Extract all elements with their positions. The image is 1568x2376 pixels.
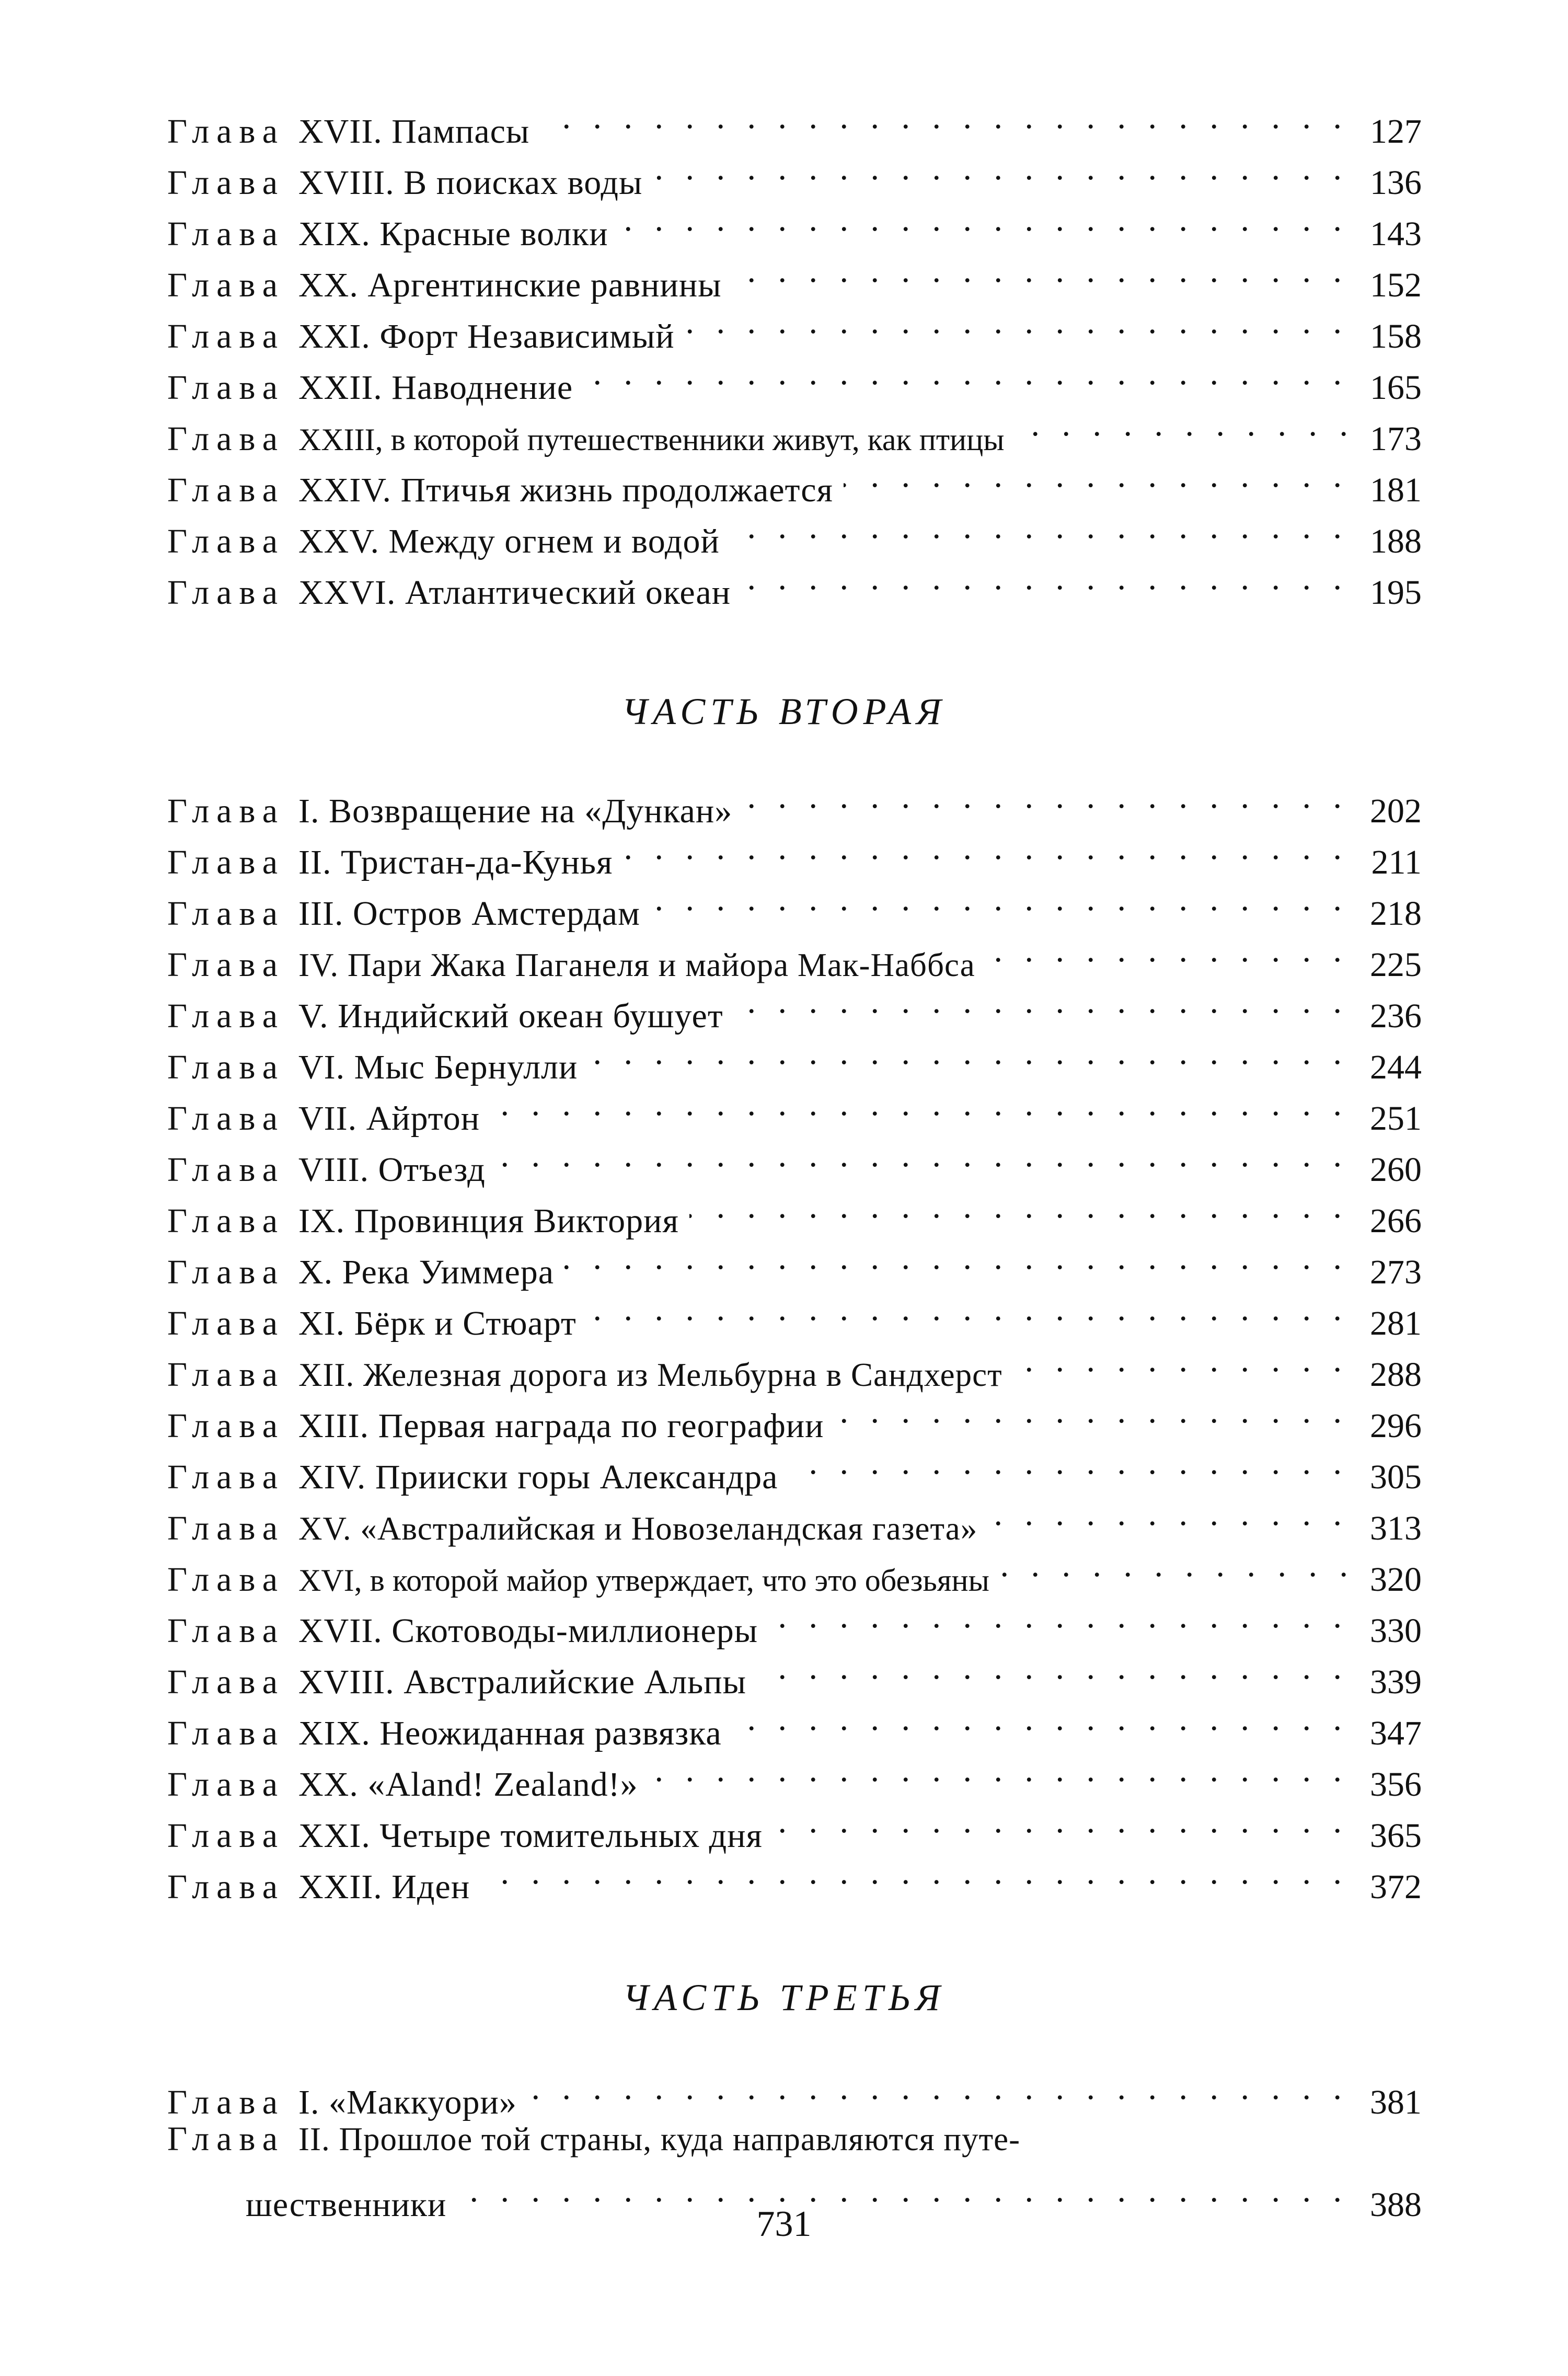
leader-dots [564,1232,1348,1283]
leader-dots [834,1386,1348,1437]
leader-dots [653,143,1348,194]
chapter-label: Глава [167,164,285,202]
page-number: 330 [1370,1612,1422,1650]
page-number: 288 [1370,1356,1422,1394]
page-number: 143 [1370,215,1422,253]
leader-dots [743,771,1348,822]
chapter-title: XVII. Пампасы [298,112,530,151]
chapter-title: XXV. Между огнем и водой [298,522,720,560]
page-number: 388 [1370,2186,1422,2224]
leader-dots [757,1642,1348,1693]
chapter-title: XXIV. Птичья жизнь продолжается [298,471,833,509]
page-number: 127 [1370,112,1422,151]
leader-dots [649,1744,1348,1796]
chapter-title: I. Возвращение на «Дункан» [298,792,733,830]
page-number: 225 [1370,946,1422,984]
leader-dots [588,1027,1348,1078]
chapter-title: XXI. Четыре томительных дня [298,1817,763,1855]
part-heading-third: ЧАСТЬ ТРЕТЬЯ [622,1977,946,2018]
leader-dots [527,2062,1348,2114]
chapter-title: XIX. Красные волки [298,215,608,253]
page-number: 260 [1370,1151,1422,1189]
chapter-title-continuation: шественники [246,2186,447,2224]
page-number: 165 [1370,369,1422,407]
chapter-label: Глава [167,894,285,933]
leader-dots [619,194,1348,245]
chapter-label: Глава [167,1202,285,1240]
leader-dots [496,1130,1348,1181]
page-number: 181 [1370,471,1422,509]
chapter-title: III. Остров Амстердам [298,894,640,933]
chapter-title: XIII. Первая награда по географии [298,1407,824,1445]
chapter-label: Глава [167,1714,285,1752]
chapter-label: Глава [167,420,285,458]
chapter-title: XVII. Скотоводы-миллионеры [298,1612,758,1650]
chapter-title: VIII. Отъезд [298,1151,486,1189]
toc-section-part-2 [167,771,1422,1906]
page-number: 381 [1370,2083,1422,2121]
leader-dots [685,296,1348,348]
leader-dots [651,874,1348,925]
chapter-title: XXII. Иден [298,1868,470,1906]
chapter-title: XII. Железная дорога из Мельбурна в Сандхерст [298,1357,1002,1393]
page-number: 251 [1370,1099,1422,1138]
chapter-title: VII. Айртон [298,1099,480,1138]
chapter-label: Глава [167,997,285,1035]
chapter-label: Глава [167,1663,285,1701]
chapter-title: XVIII. В поисках воды [298,164,643,202]
page-number: 158 [1370,317,1422,355]
chapter-label: Глава [167,2120,285,2158]
chapter-label: Глава [167,112,285,151]
chapter-label: Глава [167,317,285,355]
page-number: 244 [1370,1048,1422,1086]
page-number: 173 [1370,420,1422,458]
page-number: 320 [1370,1560,1422,1599]
chapter-label: Глава [167,573,285,612]
page-number: 136 [1370,164,1422,202]
chapter-label: Глава [167,215,285,253]
leader-dots [1013,1335,1348,1386]
page-number: 305 [1370,1458,1422,1496]
chapter-label: Глава [167,843,285,881]
chapter-title: XXVI. Атлантический океан [298,573,731,612]
chapter-title: IX. Провинция Виктория [298,1202,679,1240]
leader-dots [583,348,1348,399]
leader-dots [689,1181,1348,1232]
chapter-title: XXIII, в которой путешественники живут, как птицы [298,422,1005,457]
chapter-title: XVIII. Австралийские Альпы [298,1663,746,1701]
leader-dots [480,1847,1348,1898]
toc-entry [167,2062,1422,2121]
chapter-label: Глава [167,266,285,304]
chapter-title: X. Река Уиммера [298,1253,555,1291]
page-number: 339 [1370,1663,1422,1701]
chapter-label: Глава [167,1151,285,1189]
chapter-title: V. Индийский океан бушует [298,997,723,1035]
page-number: 347 [1370,1714,1422,1752]
page-number: 281 [1370,1304,1422,1342]
page-number: 188 [1370,522,1422,560]
leader-dots [768,1591,1348,1642]
chapter-label: Глава [167,1304,285,1342]
toc-entry [167,2114,1422,2165]
toc-entry [167,91,1422,151]
chapter-label: Глава [167,369,285,407]
chapter-label: Глава [167,946,285,984]
chapter-title: XX. «Aland! Zealand!» [298,1765,638,1804]
chapter-title: XX. Аргентинские равнины [298,266,722,304]
leader-dots [623,822,1348,874]
page-number: 202 [1370,792,1422,830]
chapter-title: IV. Пари Жака Паганеля и майора Мак-Наббса [298,947,975,983]
page-folio: 731 [756,2204,812,2244]
page-number: 273 [1370,1253,1422,1291]
chapter-label: Глава [167,471,285,509]
leader-dots [773,1796,1348,1847]
leader-dots [490,1078,1348,1130]
chapter-label: Глава [167,1817,285,1855]
chapter-title: XXII. Наводнение [298,369,573,407]
chapter-label: Глава [167,2083,285,2121]
page-number: 372 [1370,1868,1422,1906]
chapter-title: XVI, в которой майор утверждает, что это обезьяны [298,1563,989,1598]
toc-entry [167,771,1422,830]
chapter-title: XIV. Прииски горы Александра [298,1458,778,1496]
chapter-label: Глава [167,1099,285,1138]
leader-dots [844,450,1348,501]
page-number: 313 [1370,1509,1422,1547]
page-number: 195 [1370,573,1422,612]
page-number: 365 [1370,1817,1422,1855]
chapter-label: Глава [167,1560,285,1599]
chapter-title: XI. Бёрк и Стюарт [298,1304,577,1342]
page-number: 236 [1370,997,1422,1035]
chapter-label: Глава [167,1612,285,1650]
chapter-title: XXI. Форт Независимый [298,317,675,355]
page-number: 356 [1370,1765,1422,1804]
leader-dots [986,925,1348,976]
leader-dots [732,245,1348,296]
chapter-label: Глава [167,1868,285,1906]
chapter-label: Глава [167,1765,285,1804]
chapter-title: II. Прошлое той страны, куда направляются путе- [298,2121,1021,2157]
chapter-label: Глава [167,1356,285,1394]
leader-dots [730,501,1348,553]
chapter-title: II. Тристан-да-Кунья [298,843,613,881]
leader-dots [732,1693,1348,1744]
part-heading-second: ЧАСТЬ ВТОРАЯ [621,691,947,732]
chapter-title: XIX. Неожиданная развязка [298,1714,722,1752]
toc-section-part-1 [167,91,1422,612]
leader-dots [1009,399,1355,450]
leader-dots [587,1283,1348,1335]
chapter-title: XV. «Австралийская и Новозеландская газета» [298,1510,978,1547]
page-number: 218 [1370,894,1422,933]
page-number: 266 [1370,1202,1422,1240]
chapter-title: I. «Маккуори» [298,2083,517,2121]
leader-dots [788,1437,1348,1488]
chapter-label: Глава [167,1458,285,1496]
chapter-title: VI. Мыс Бернулли [298,1048,578,1086]
chapter-label: Глава [167,1407,285,1445]
page-number: 152 [1370,266,1422,304]
chapter-label: Глава [167,1253,285,1291]
page-number: 211 [1371,843,1422,881]
leader-dots [540,91,1348,143]
leader-dots [741,553,1348,604]
chapter-label: Глава [167,1048,285,1086]
leader-dots [988,1488,1348,1540]
chapter-label: Глава [167,522,285,560]
leader-dots [734,976,1348,1027]
chapter-label: Глава [167,1509,285,1547]
page-number: 296 [1370,1407,1422,1445]
leader-dots [994,1540,1355,1591]
chapter-label: Глава [167,792,285,830]
